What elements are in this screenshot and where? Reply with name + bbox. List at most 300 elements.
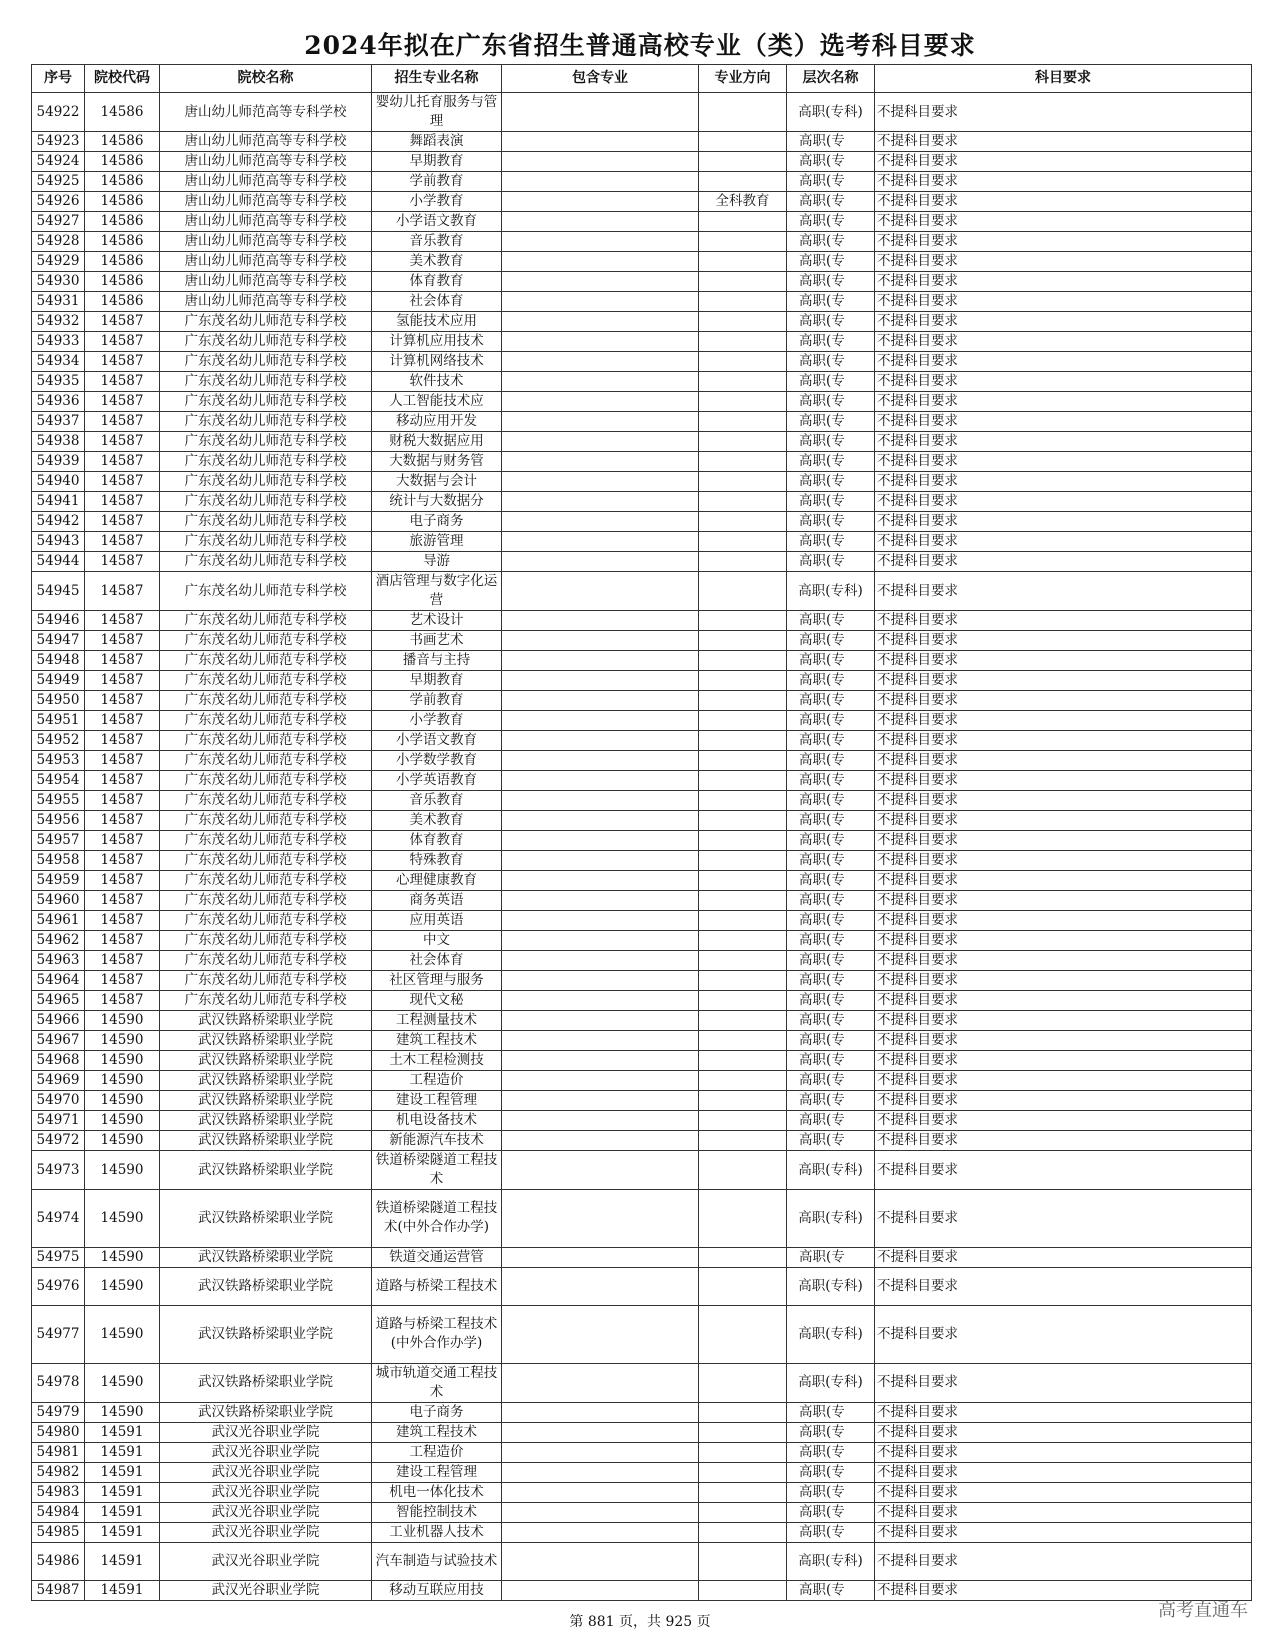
table-cell: 54937 <box>32 412 85 432</box>
table-cell: 高职(专 <box>787 871 875 891</box>
table-cell: 武汉光谷职业学院 <box>160 1580 372 1600</box>
table-cell: 54946 <box>32 611 85 631</box>
table-cell <box>699 152 787 172</box>
table-cell: 不提科目要求 <box>875 1011 1252 1031</box>
table-cell: 旅游管理 <box>372 532 502 552</box>
table-cell: 电子商务 <box>372 512 502 532</box>
table-cell <box>502 452 699 472</box>
table-cell <box>699 432 787 452</box>
table-row <box>32 472 1252 492</box>
table-cell: 不提科目要求 <box>875 1542 1252 1580</box>
table-cell: 电子商务 <box>372 1402 502 1422</box>
table-cell: 高职(专 <box>787 172 875 192</box>
table-cell <box>502 1151 699 1190</box>
table-cell: 高职(专 <box>787 971 875 991</box>
table-cell: 武汉铁路桥梁职业学院 <box>160 1091 372 1111</box>
table-cell: 高职(专 <box>787 911 875 931</box>
table-cell: 14587 <box>85 372 160 392</box>
table-row <box>32 1051 1252 1071</box>
table-cell: 广东茂名幼儿师范专科学校 <box>160 572 372 611</box>
table-cell: 54936 <box>32 392 85 412</box>
table-cell: 不提科目要求 <box>875 412 1252 432</box>
table-cell: 不提科目要求 <box>875 951 1252 971</box>
table-cell <box>502 332 699 352</box>
table-cell: 武汉光谷职业学院 <box>160 1442 372 1462</box>
table-cell: 14590 <box>85 1305 160 1363</box>
table-cell: 不提科目要求 <box>875 651 1252 671</box>
table-cell <box>699 272 787 292</box>
table-row <box>32 731 1252 751</box>
table-row <box>32 751 1252 771</box>
table-row <box>32 272 1252 292</box>
table-cell: 不提科目要求 <box>875 891 1252 911</box>
table-cell <box>502 312 699 332</box>
table-cell: 高职(专科) <box>787 93 875 132</box>
table-cell: 不提科目要求 <box>875 292 1252 312</box>
table-cell: 广东茂名幼儿师范专科学校 <box>160 552 372 572</box>
table-cell: 高职(专 <box>787 751 875 771</box>
table-cell: 54957 <box>32 831 85 851</box>
header-cell: 序号 <box>32 65 85 93</box>
header-cell: 层次名称 <box>787 65 875 93</box>
table-row <box>32 1522 1252 1542</box>
table-cell: 54955 <box>32 791 85 811</box>
table-cell <box>699 751 787 771</box>
table-cell: 14587 <box>85 751 160 771</box>
table-cell: 54973 <box>32 1151 85 1190</box>
table-cell <box>502 392 699 412</box>
table-cell: 高职(专科) <box>787 1190 875 1248</box>
table-cell: 14586 <box>85 172 160 192</box>
table-cell <box>699 1402 787 1422</box>
table-cell: 54969 <box>32 1071 85 1091</box>
table-cell: 14591 <box>85 1442 160 1462</box>
table-row <box>32 1071 1252 1091</box>
table-row <box>32 871 1252 891</box>
table-cell: 不提科目要求 <box>875 1131 1252 1151</box>
table-cell <box>699 1131 787 1151</box>
table-cell <box>502 212 699 232</box>
table-cell: 武汉铁路桥梁职业学院 <box>160 1131 372 1151</box>
table-cell: 武汉光谷职业学院 <box>160 1502 372 1522</box>
table-cell: 中文 <box>372 931 502 951</box>
table-cell: 高职(专 <box>787 1482 875 1502</box>
table-row <box>32 1482 1252 1502</box>
table-cell: 14587 <box>85 332 160 352</box>
table-cell: 不提科目要求 <box>875 252 1252 272</box>
table-cell: 广东茂名幼儿师范专科学校 <box>160 911 372 931</box>
table-cell: 54981 <box>32 1442 85 1462</box>
table-cell <box>502 1051 699 1071</box>
table-cell: 广东茂名幼儿师范专科学校 <box>160 891 372 911</box>
table-cell <box>502 951 699 971</box>
table-cell <box>502 1011 699 1031</box>
table-cell: 14587 <box>85 492 160 512</box>
table-cell: 广东茂名幼儿师范专科学校 <box>160 831 372 851</box>
table-row <box>32 1542 1252 1580</box>
table-cell: 不提科目要求 <box>875 931 1252 951</box>
table-cell: 美术教育 <box>372 811 502 831</box>
table-cell: 移动互联应用技 <box>372 1580 502 1600</box>
table-cell: 高职(专 <box>787 552 875 572</box>
table-cell: 武汉铁路桥梁职业学院 <box>160 1151 372 1190</box>
table-cell <box>502 1031 699 1051</box>
table-cell: 54942 <box>32 512 85 532</box>
table-cell <box>502 552 699 572</box>
table-cell: 14587 <box>85 512 160 532</box>
table-cell: 工业机器人技术 <box>372 1522 502 1542</box>
table-row <box>32 771 1252 791</box>
table-cell: 14586 <box>85 272 160 292</box>
table-cell: 54968 <box>32 1051 85 1071</box>
requirements-table <box>31 64 1252 1601</box>
table-cell: 14590 <box>85 1267 160 1305</box>
table-cell <box>699 1031 787 1051</box>
table-cell: 广东茂名幼儿师范专科学校 <box>160 751 372 771</box>
table-cell <box>699 871 787 891</box>
table-cell <box>699 831 787 851</box>
table-cell: 武汉铁路桥梁职业学院 <box>160 1190 372 1248</box>
table-cell: 不提科目要求 <box>875 1151 1252 1190</box>
table-row <box>32 252 1252 272</box>
table-cell: 54929 <box>32 252 85 272</box>
table-cell: 不提科目要求 <box>875 1031 1252 1051</box>
table-cell <box>502 1305 699 1363</box>
table-cell: 武汉铁路桥梁职业学院 <box>160 1071 372 1091</box>
table-cell: 14587 <box>85 731 160 751</box>
table-cell: 高职(专 <box>787 372 875 392</box>
table-cell <box>699 891 787 911</box>
table-cell: 小学英语教育 <box>372 771 502 791</box>
table-cell <box>502 432 699 452</box>
table-cell: 54941 <box>32 492 85 512</box>
table-cell: 高职(专 <box>787 1402 875 1422</box>
table-cell: 14586 <box>85 152 160 172</box>
table-cell: 广东茂名幼儿师范专科学校 <box>160 512 372 532</box>
table-cell: 14587 <box>85 572 160 611</box>
table-cell: 54982 <box>32 1462 85 1482</box>
table-row <box>32 152 1252 172</box>
table-cell: 城市轨道交通工程技术 <box>372 1363 502 1402</box>
table-cell: 广东茂名幼儿师范专科学校 <box>160 332 372 352</box>
table-cell: 14590 <box>85 1011 160 1031</box>
table-cell: 不提科目要求 <box>875 1482 1252 1502</box>
table-cell <box>502 791 699 811</box>
table-cell: 高职(专 <box>787 272 875 292</box>
table-cell: 14586 <box>85 292 160 312</box>
table-cell: 54935 <box>32 372 85 392</box>
table-cell: 全科教育 <box>699 192 787 212</box>
table-cell <box>699 572 787 611</box>
table-cell: 社会体育 <box>372 292 502 312</box>
table-cell <box>502 492 699 512</box>
table-cell: 高职(专 <box>787 392 875 412</box>
table-cell: 移动应用开发 <box>372 412 502 432</box>
table-cell: 不提科目要求 <box>875 93 1252 132</box>
table-cell: 14590 <box>85 1190 160 1248</box>
table-cell <box>502 811 699 831</box>
table-row <box>32 1190 1252 1248</box>
table-cell: 不提科目要求 <box>875 1522 1252 1542</box>
table-cell: 唐山幼儿师范高等专科学校 <box>160 252 372 272</box>
table-cell <box>502 971 699 991</box>
table-cell <box>699 1091 787 1111</box>
table-cell: 不提科目要求 <box>875 572 1252 611</box>
table-cell: 酒店管理与数字化运营 <box>372 572 502 611</box>
table-cell <box>699 971 787 991</box>
table-cell: 广东茂名幼儿师范专科学校 <box>160 931 372 951</box>
table-cell: 唐山幼儿师范高等专科学校 <box>160 232 372 252</box>
table-cell <box>699 1071 787 1091</box>
table-cell: 54945 <box>32 572 85 611</box>
table-row <box>32 651 1252 671</box>
table-cell: 54958 <box>32 851 85 871</box>
table-cell: 54924 <box>32 152 85 172</box>
table-cell <box>699 532 787 552</box>
header-cell: 专业方向 <box>699 65 787 93</box>
table-cell: 舞蹈表演 <box>372 132 502 152</box>
table-cell <box>502 372 699 392</box>
table-cell: 土木工程检测技 <box>372 1051 502 1071</box>
table-cell <box>502 611 699 631</box>
table-row <box>32 931 1252 951</box>
table-cell <box>502 991 699 1011</box>
table-row <box>32 332 1252 352</box>
table-cell: 54960 <box>32 891 85 911</box>
table-row <box>32 1111 1252 1131</box>
table-cell: 唐山幼儿师范高等专科学校 <box>160 132 372 152</box>
table-cell: 武汉铁路桥梁职业学院 <box>160 1011 372 1031</box>
header-cell: 院校代码 <box>85 65 160 93</box>
table-cell <box>699 212 787 232</box>
table-cell: 不提科目要求 <box>875 771 1252 791</box>
table-cell: 14590 <box>85 1363 160 1402</box>
table-cell: 导游 <box>372 552 502 572</box>
table-row <box>32 1011 1252 1031</box>
table-cell: 不提科目要求 <box>875 312 1252 332</box>
table-cell: 不提科目要求 <box>875 352 1252 372</box>
table-cell: 广东茂名幼儿师范专科学校 <box>160 651 372 671</box>
table-cell: 铁道交通运营管 <box>372 1247 502 1267</box>
table-cell: 不提科目要求 <box>875 172 1252 192</box>
table-cell: 新能源汽车技术 <box>372 1131 502 1151</box>
table-cell <box>502 272 699 292</box>
table-cell: 高职(专 <box>787 332 875 352</box>
table-cell: 不提科目要求 <box>875 272 1252 292</box>
table-cell: 不提科目要求 <box>875 1111 1252 1131</box>
table-cell <box>699 1363 787 1402</box>
table-cell: 不提科目要求 <box>875 971 1252 991</box>
table-cell: 不提科目要求 <box>875 1267 1252 1305</box>
table-row <box>32 1247 1252 1267</box>
table-cell: 武汉光谷职业学院 <box>160 1522 372 1542</box>
table-cell: 高职(专 <box>787 312 875 332</box>
table-cell <box>502 1131 699 1151</box>
table-cell: 广东茂名幼儿师范专科学校 <box>160 472 372 492</box>
table-cell: 高职(专 <box>787 132 875 152</box>
table-cell: 广东茂名幼儿师范专科学校 <box>160 771 372 791</box>
table-cell: 广东茂名幼儿师范专科学校 <box>160 532 372 552</box>
table-cell: 14587 <box>85 771 160 791</box>
table-cell <box>699 931 787 951</box>
table-cell: 特殊教育 <box>372 851 502 871</box>
table-cell: 54922 <box>32 93 85 132</box>
table-cell: 54978 <box>32 1363 85 1402</box>
table-row <box>32 432 1252 452</box>
table-cell: 高职(专科) <box>787 1267 875 1305</box>
table-row <box>32 372 1252 392</box>
table-cell: 早期教育 <box>372 671 502 691</box>
table-cell: 14590 <box>85 1402 160 1422</box>
table-cell: 武汉铁路桥梁职业学院 <box>160 1111 372 1131</box>
table-cell <box>502 831 699 851</box>
table-cell: 不提科目要求 <box>875 631 1252 651</box>
table-cell: 广东茂名幼儿师范专科学校 <box>160 611 372 631</box>
table-cell <box>502 512 699 532</box>
table-cell: 54962 <box>32 931 85 951</box>
table-cell: 高职(专 <box>787 831 875 851</box>
table-cell <box>699 651 787 671</box>
page-footer: 第 881 页，共 925 页 <box>569 1614 711 1630</box>
table-header-row <box>32 65 1252 93</box>
table-cell <box>699 1462 787 1482</box>
table-row <box>32 132 1252 152</box>
table-cell: 不提科目要求 <box>875 192 1252 212</box>
table-cell: 54951 <box>32 711 85 731</box>
table-cell: 不提科目要求 <box>875 1442 1252 1462</box>
table-row <box>32 532 1252 552</box>
table-cell <box>502 132 699 152</box>
table-cell <box>699 1442 787 1462</box>
table-cell: 54925 <box>32 172 85 192</box>
table-cell: 不提科目要求 <box>875 1422 1252 1442</box>
table-cell: 播音与主持 <box>372 651 502 671</box>
table-cell: 14587 <box>85 452 160 472</box>
table-cell: 小学数学教育 <box>372 751 502 771</box>
table-cell <box>502 1542 699 1580</box>
table-cell <box>502 711 699 731</box>
table-cell: 14587 <box>85 711 160 731</box>
table-cell: 高职(专 <box>787 631 875 651</box>
table-cell: 54947 <box>32 631 85 651</box>
table-cell: 不提科目要求 <box>875 432 1252 452</box>
table-cell <box>502 472 699 492</box>
table-cell: 不提科目要求 <box>875 1402 1252 1422</box>
table-cell <box>699 911 787 931</box>
table-cell: 高职(专 <box>787 192 875 212</box>
table-cell <box>699 252 787 272</box>
table-cell: 铁道桥梁隧道工程技术(中外合作办学) <box>372 1190 502 1248</box>
table-cell: 14587 <box>85 951 160 971</box>
table-cell: 高职(专 <box>787 452 875 472</box>
table-row <box>32 352 1252 372</box>
table-cell <box>699 1502 787 1522</box>
table-cell: 不提科目要求 <box>875 811 1252 831</box>
table-cell: 不提科目要求 <box>875 132 1252 152</box>
table-cell: 高职(专 <box>787 352 875 372</box>
table-cell <box>699 372 787 392</box>
table-cell: 14587 <box>85 691 160 711</box>
table-row <box>32 711 1252 731</box>
table-cell: 现代文秘 <box>372 991 502 1011</box>
table-row <box>32 292 1252 312</box>
table-cell: 体育教育 <box>372 831 502 851</box>
table-cell: 54934 <box>32 352 85 372</box>
table-cell: 54930 <box>32 272 85 292</box>
table-cell: 高职(专 <box>787 891 875 911</box>
table-cell: 14590 <box>85 1151 160 1190</box>
table-cell: 14586 <box>85 212 160 232</box>
table-cell: 不提科目要求 <box>875 871 1252 891</box>
table-cell: 广东茂名幼儿师范专科学校 <box>160 811 372 831</box>
table-cell: 音乐教育 <box>372 232 502 252</box>
table-row <box>32 1031 1252 1051</box>
table-cell: 财税大数据应用 <box>372 432 502 452</box>
table-cell <box>502 1402 699 1422</box>
table-cell: 54940 <box>32 472 85 492</box>
table-row <box>32 1131 1252 1151</box>
table-cell: 高职(专 <box>787 1422 875 1442</box>
table-cell: 高职(专 <box>787 512 875 532</box>
table-cell <box>502 1190 699 1248</box>
table-cell: 高职(专 <box>787 412 875 432</box>
table-cell: 14587 <box>85 611 160 631</box>
table-cell: 14587 <box>85 971 160 991</box>
table-cell <box>502 931 699 951</box>
table-cell: 不提科目要求 <box>875 831 1252 851</box>
table-cell: 广东茂名幼儿师范专科学校 <box>160 392 372 412</box>
table-cell <box>699 731 787 751</box>
table-cell: 高职(专 <box>787 611 875 631</box>
table-cell: 54959 <box>32 871 85 891</box>
table-cell: 不提科目要求 <box>875 332 1252 352</box>
table-cell: 54980 <box>32 1422 85 1442</box>
table-cell: 广东茂名幼儿师范专科学校 <box>160 691 372 711</box>
table-cell: 高职(专科) <box>787 572 875 611</box>
table-cell: 14587 <box>85 631 160 651</box>
table-cell <box>699 791 787 811</box>
table-cell: 不提科目要求 <box>875 911 1252 931</box>
table-cell: 54954 <box>32 771 85 791</box>
table-cell <box>699 332 787 352</box>
table-cell <box>502 751 699 771</box>
table-row <box>32 951 1252 971</box>
table-row <box>32 611 1252 631</box>
table-cell: 高职(专 <box>787 811 875 831</box>
table-row <box>32 971 1252 991</box>
table-cell: 广东茂名幼儿师范专科学校 <box>160 372 372 392</box>
table-cell <box>699 631 787 651</box>
table-cell <box>699 1247 787 1267</box>
table-cell: 武汉光谷职业学院 <box>160 1422 372 1442</box>
table-cell: 小学教育 <box>372 711 502 731</box>
table-cell: 广东茂名幼儿师范专科学校 <box>160 312 372 332</box>
table-body <box>32 93 1252 1601</box>
table-cell <box>502 671 699 691</box>
table-cell: 道路与桥梁工程技术(中外合作办学) <box>372 1305 502 1363</box>
table-cell: 54948 <box>32 651 85 671</box>
table-cell: 14587 <box>85 851 160 871</box>
table-cell: 不提科目要求 <box>875 452 1252 472</box>
table-cell: 高职(专 <box>787 1247 875 1267</box>
header-cell: 科目要求 <box>875 65 1252 93</box>
table-row <box>32 232 1252 252</box>
table-row <box>32 1402 1252 1422</box>
table-cell: 武汉铁路桥梁职业学院 <box>160 1247 372 1267</box>
table-cell <box>502 292 699 312</box>
table-cell: 高职(专 <box>787 1071 875 1091</box>
table-cell: 高职(专科) <box>787 1305 875 1363</box>
